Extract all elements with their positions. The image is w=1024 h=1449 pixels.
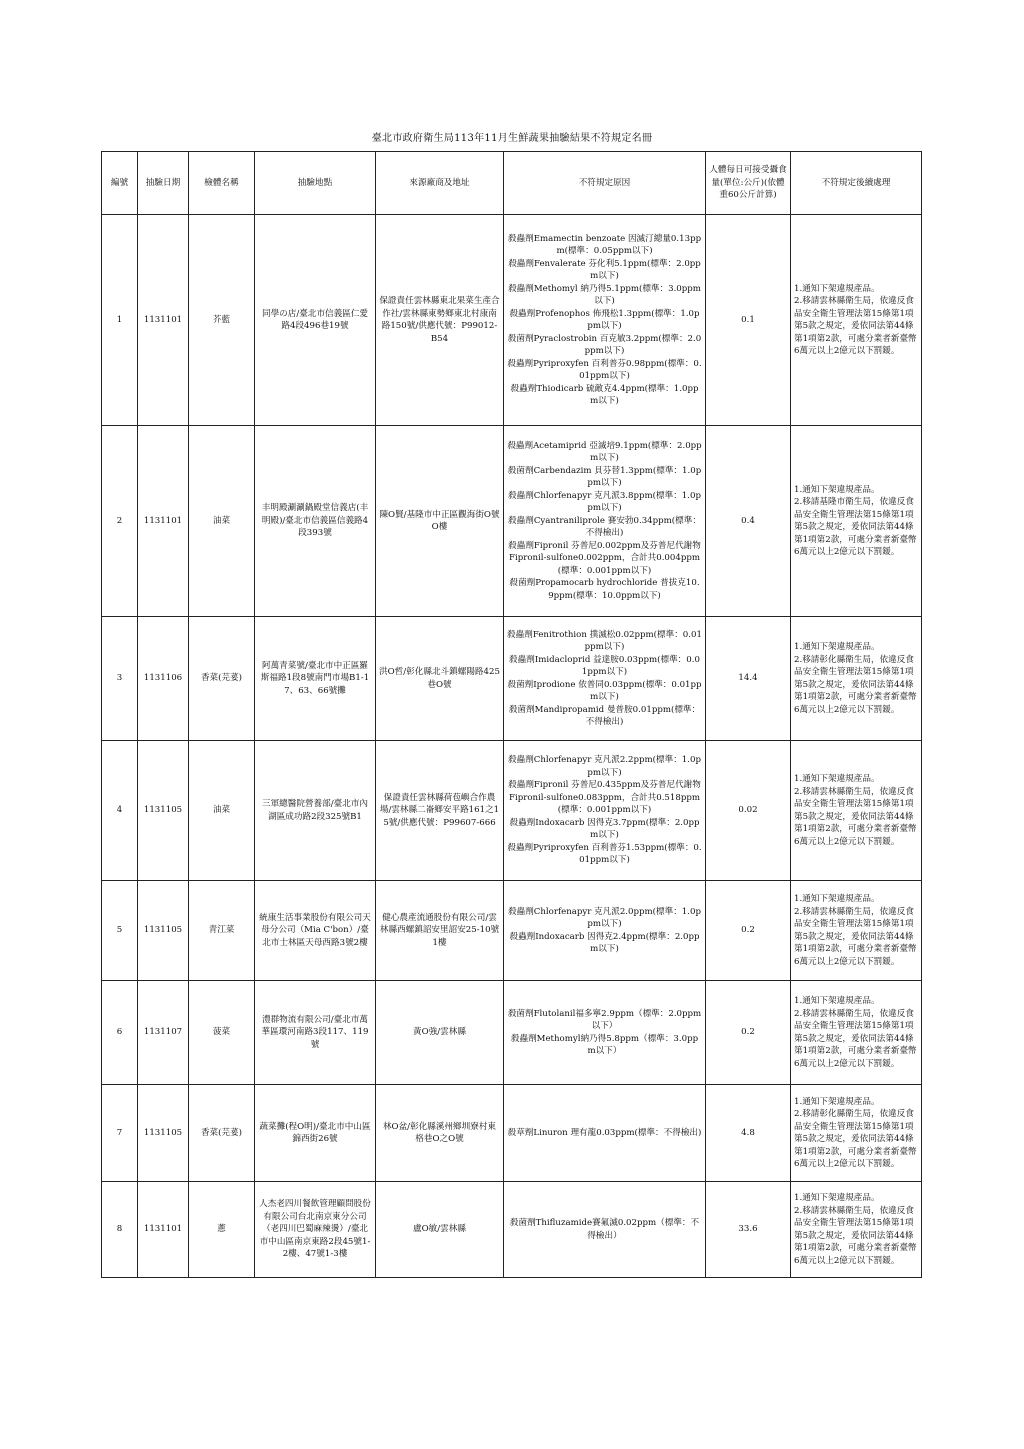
row-number-cell: 2 xyxy=(102,426,138,617)
follow-up-action-line: 1.通知下架違規產品。 xyxy=(794,1096,880,1107)
source-vendor-cell: 林O盆/彰化縣溪州鄉圳寮村東格巷O之O號 xyxy=(376,1085,504,1182)
source-vendor-cell: 保證責任雲林縣荷苞嶼合作農場/雲林縣二崙鄉安平路161之15號/供應代號：P99607-666 xyxy=(376,741,504,881)
violation-reason-line: 殺菌劑Pyraclostrobin 百克敏3.2ppm(標準：2.0ppm以下) xyxy=(507,333,702,356)
follow-up-action-line: 2.移請雲林縣衛生局，依違反食品安全衛生管理法第15條第1項第5款之規定，爰依同法第44條第1項第2款，可處分業者新臺幣6萬元以上2億元以下罰鍰。 xyxy=(794,786,917,847)
violation-reason-line: 殺蟲劑Cyantraniliprole 賽安勃0.34ppm(標準：不得檢出) xyxy=(508,515,701,539)
violation-reason-line: 殺蟲劑Profenophos 佈飛松1.3ppm(標準：1.0ppm以下) xyxy=(509,308,700,331)
follow-up-action-line: 1.通知下架違規產品。 xyxy=(794,894,880,904)
follow-up-action-cell xyxy=(791,981,922,1085)
violation-reason-line: 殺蟲劑Chlorfenapyr 克凡派3.8ppm(標準：1.0ppm以下) xyxy=(508,490,701,514)
follow-up-action-line: 2.移請雲林縣衛生局，依違反食品安全衛生管理法第15條第1項第5款之規定，爰依同法第44條第1項第2款，可處分業者新臺幣6萬元以上2億元以下罰鍰。 xyxy=(794,296,917,356)
violation-reason-cell xyxy=(504,215,706,426)
row-number-cell: 3 xyxy=(102,617,138,741)
sample-name-cell: 香菜(芫荽) xyxy=(189,617,255,741)
sample-name-cell: 蔥 xyxy=(189,1182,255,1278)
source-vendor-cell: 保證責任雲林縣東北果菜生產合作社/雲林縣東勢鄉東北村康南路150號/供應代號：P99012-B54 xyxy=(376,215,504,426)
table-row xyxy=(102,1085,922,1182)
violation-reason-line: 殺蟲劑Acetamiprid 亞滅培9.1ppm(標準：2.0ppm以下) xyxy=(507,440,702,464)
table-row xyxy=(102,215,922,426)
header-intake: 人體每日可接受攝食量(單位:公斤)(依體重60公斤計算) xyxy=(706,152,791,215)
inspection-date-cell: 1131101 xyxy=(138,215,189,426)
follow-up-action-line: 1.通知下架違規產品。 xyxy=(794,283,880,294)
table-row xyxy=(102,881,922,981)
follow-up-action-line: 2.移請雲林縣衛生局，依違反食品安全衛生管理法第15條第1項第5款之規定，爰依同法第44條第1項第2款，可處分業者新臺幣6萬元以上2億元以下罰鍰。 xyxy=(794,1008,917,1069)
row-number-cell: 7 xyxy=(102,1085,138,1182)
inspection-location-cell: 統康生活事業股份有限公司天母分公司（Mia C'bon）/臺北市士林區天母西路3號2樓 xyxy=(255,881,376,981)
follow-up-action-cell xyxy=(791,741,922,881)
violation-reason-line: 殺蟲劑Imidacloprid 益達胺0.03ppm(標準：0.01ppm以下) xyxy=(509,654,700,677)
violation-reason-line: 殺蟲劑Fenvalerate 芬化利5.1ppm(標準：2.0ppm以下) xyxy=(508,258,701,281)
follow-up-action-line: 1.通知下架違規產品。 xyxy=(794,774,880,784)
violation-reason-cell xyxy=(504,981,706,1085)
follow-up-action-line: 1.通知下架違規產品。 xyxy=(794,1193,880,1203)
follow-up-action-line: 1.通知下架違規產品。 xyxy=(794,642,880,652)
acceptable-intake-cell: 0.2 xyxy=(706,981,791,1085)
violation-reason-line: 殺蟲劑Fipronil 芬普尼0.002ppm及芬普尼代謝物Fipronil-sulfone0.002ppm，合計共0.004ppm(標準：0.001ppm以下) xyxy=(508,540,701,576)
follow-up-action-line: 2.移請基隆市衛生局，依違反食品安全衛生管理法第15條第1項第5款之規定，爰依同法第44條第1項第2款，可處分業者新臺幣6萬元以上2億元以下罰鍰。 xyxy=(794,497,917,557)
violation-reason-line: 殺菌劑Thifluzamide賽氟滅0.02ppm（標準：不得檢出） xyxy=(509,1218,700,1241)
violation-reason-line: 殺蟲劑Methomyl 納乃得5.1ppm(標準：3.0ppm以下) xyxy=(508,283,701,306)
violation-reason-line: 殺菌劑Propamocarb hydrochloride 普拔克10.9ppm(標準：10.0ppm以下) xyxy=(509,578,700,601)
acceptable-intake-cell: 0.02 xyxy=(706,741,791,881)
follow-up-action-cell xyxy=(791,426,922,617)
follow-up-action-line: 1.通知下架違規產品。 xyxy=(794,484,880,495)
inspection-location-cell: 同學の店/臺北市信義區仁愛路4段496巷19號 xyxy=(255,215,376,426)
header-no: 編號 xyxy=(102,152,138,215)
violation-reason-cell xyxy=(504,741,706,881)
table-row xyxy=(102,1182,922,1278)
inspection-location-cell: 人杰老四川餐飲管理顧問股份有限公司台北南京東分公司（老四川巴蜀麻辣燙）/臺北市中山區南京東路2段45號1-2樓、47號1-3樓 xyxy=(255,1182,376,1278)
violation-reason-line: 殺蟲劑Methomyl納乃得5.8ppm（標準：3.0ppm以下） xyxy=(510,1033,699,1056)
acceptable-intake-cell: 0.1 xyxy=(706,215,791,426)
violation-reason-line: 殺菌劑Carbendazim 貝芬替1.3ppm(標準：1.0ppm以下) xyxy=(507,465,702,489)
violation-reason-line: 殺蟲劑Chlorfenapyr 克凡派2.2ppm(標準：1.0ppm以下) xyxy=(508,755,701,778)
row-number-cell: 5 xyxy=(102,881,138,981)
table-row xyxy=(102,617,922,741)
inspection-location-cell: 丰明殿涮涮鍋殿堂信義店(丰明殿)/臺北市信義區信義路4段393號 xyxy=(255,426,376,617)
inspection-date-cell: 1131106 xyxy=(138,617,189,741)
header-date: 抽驗日期 xyxy=(138,152,189,215)
table-body xyxy=(102,215,922,1278)
violation-reason-cell xyxy=(504,1085,706,1182)
sample-name-cell: 芥藍 xyxy=(189,215,255,426)
follow-up-action-cell xyxy=(791,881,922,981)
acceptable-intake-cell: 0.4 xyxy=(706,426,791,617)
follow-up-action-cell xyxy=(791,1182,922,1278)
violation-reason-line: 殺菌劑Iprodione 依普同0.03ppm(標準：0.01ppm以下) xyxy=(507,679,702,702)
header-name: 檢體名稱 xyxy=(189,152,255,215)
source-vendor-cell: 黃O強/雲林縣 xyxy=(376,981,504,1085)
inspection-location-cell: 阿萬青菜號/臺北市中正區羅斯福路1段8號南門市場B1-17、63、66號攤 xyxy=(255,617,376,741)
sample-name-cell: 油菜 xyxy=(189,741,255,881)
row-number-cell: 4 xyxy=(102,741,138,881)
acceptable-intake-cell: 0.2 xyxy=(706,881,791,981)
follow-up-action-cell xyxy=(791,617,922,741)
inspection-date-cell: 1131101 xyxy=(138,1182,189,1278)
sample-name-cell: 香菜(芫荽) xyxy=(189,1085,255,1182)
inspection-date-cell: 1131101 xyxy=(138,426,189,617)
violation-reason-line: 殺蟲劑Fipronil 芬普尼0.435ppm及芬普尼代謝物Fipronil-sulfone0.083ppm，合計共0.518ppm(標準：0.001ppm以下) xyxy=(508,780,701,816)
table-row xyxy=(102,741,922,881)
inspection-location-cell: 澧群物流有限公司/臺北市萬華區環河南路3段117、119號 xyxy=(255,981,376,1085)
acceptable-intake-cell: 33.6 xyxy=(706,1182,791,1278)
follow-up-action-line: 2.移請雲林縣衛生局，依違反食品安全衛生管理法第15條第1項第5款之規定，爰依同法第44條第1項第2款，可處分業者新臺幣6萬元以上2億元以下罰鍰。 xyxy=(794,1205,917,1266)
sample-name-cell: 菠菜 xyxy=(189,981,255,1085)
violation-reason-cell xyxy=(504,426,706,617)
header-reason: 不符規定原因 xyxy=(504,152,706,215)
violation-reason-line: 殺蟲劑Indoxacarb 因得克2.4ppm(標準：2.0ppm以下) xyxy=(509,931,700,954)
follow-up-action-line: 2.移請彰化縣衛生局，依違反食品安全衛生管理法第15條第1項第5款之規定，爰依同法第44條第1項第2款，可處分業者新臺幣6萬元以上2億元以下罰鍰。 xyxy=(794,1109,917,1169)
violation-reason-cell xyxy=(504,881,706,981)
violation-reason-line: 殺蟲劑Indoxacarb 因得克3.7ppm(標準：2.0ppm以下) xyxy=(509,817,700,841)
row-number-cell: 8 xyxy=(102,1182,138,1278)
source-vendor-cell: 盧O敏/雲林縣 xyxy=(376,1182,504,1278)
follow-up-action-line: 2.移請彰化縣衛生局，依違反食品安全衛生管理法第15條第1項第5款之規定，爰依同法第44條第1項第2款，可處分業者新臺幣6萬元以上2億元以下罰鍰。 xyxy=(794,654,917,715)
table-row xyxy=(102,426,922,617)
follow-up-action-cell xyxy=(791,215,922,426)
follow-up-action-line: 2.移請雲林縣衛生局，依違反食品安全衛生管理法第15條第1項第5款之規定，爰依同法第44條第1項第2款，可處分業者新臺幣6萬元以上2億元以下罰鍰。 xyxy=(794,906,917,967)
violation-reason-line: 殺草劑Linuron 理有龍0.03ppm(標準：不得檢出) xyxy=(507,1127,702,1138)
follow-up-action-line: 1.通知下架違規產品。 xyxy=(794,996,880,1006)
header-followup: 不符規定後續處理 xyxy=(791,152,922,215)
violation-reason-cell xyxy=(504,1182,706,1278)
document-title: 臺北市政府衛生局113年11月生鮮蔬果抽驗結果不符規定名冊 xyxy=(371,133,653,144)
header-location: 抽驗地點 xyxy=(255,152,376,215)
violation-reason-line: 殺菌劑Mandipropamid 曼普胺0.01ppm(標準：不得檢出) xyxy=(508,704,701,727)
acceptable-intake-cell: 14.4 xyxy=(706,617,791,741)
inspection-location-cell: 三軍總醫院營養部/臺北市內湖區成功路2段325號B1 xyxy=(255,741,376,881)
row-number-cell: 1 xyxy=(102,215,138,426)
acceptable-intake-cell: 4.8 xyxy=(706,1085,791,1182)
inspection-location-cell: 蔬菜攤(程O明)/臺北市中山區錦西街26號 xyxy=(255,1085,376,1182)
violation-reason-line: 殺蟲劑Chlorfenapyr 克凡派2.0ppm(標準：1.0ppm以下) xyxy=(508,906,701,929)
violation-reason-line: 殺蟲劑Fenitrothion 撲滅松0.02ppm(標準：0.01ppm以下) xyxy=(507,629,702,652)
row-number-cell: 6 xyxy=(102,981,138,1085)
violation-table xyxy=(101,151,922,1278)
table-header-row xyxy=(102,152,922,215)
violation-reason-line: 殺菌劑Flutolanil福多寧2.9ppm（標準：2.0ppm以下） xyxy=(507,1008,702,1031)
source-vendor-cell: 健心農產流通股份有限公司/雲林縣西螺鎮詔安里詔安25-10號1樓 xyxy=(376,881,504,981)
inspection-date-cell: 1131107 xyxy=(138,981,189,1085)
follow-up-action-cell xyxy=(791,1085,922,1182)
violation-reason-line: 殺蟲劑Pyriproxyfen 百利普芬0.98ppm(標準：0.01ppm以下) xyxy=(507,358,702,381)
violation-reason-line: 殺蟲劑Pyriproxyfen 百利普芬1.53ppm(標準：0.01ppm以下) xyxy=(507,842,702,866)
inspection-date-cell: 1131105 xyxy=(138,1085,189,1182)
inspection-date-cell: 1131105 xyxy=(138,741,189,881)
table-row xyxy=(102,981,922,1085)
violation-reason-line: 殺蟲劑Thiodicarb 硫敵克4.4ppm(標準：1.0ppm以下) xyxy=(510,383,699,406)
sample-name-cell: 青江菜 xyxy=(189,881,255,981)
sample-name-cell: 油菜 xyxy=(189,426,255,617)
header-source: 來源廠商及地址 xyxy=(376,152,504,215)
violation-reason-cell xyxy=(504,617,706,741)
source-vendor-cell: 洪O哲/彰化縣北斗鎮螺陽路425巷O號 xyxy=(376,617,504,741)
source-vendor-cell: 陳O賢/基隆市中正區觀海街O號O樓 xyxy=(376,426,504,617)
inspection-date-cell: 1131105 xyxy=(138,881,189,981)
violation-reason-line: 殺蟲劑Emamectin benzoate 因滅汀總量0.13ppm(標準：0.05ppm以下) xyxy=(507,233,702,256)
